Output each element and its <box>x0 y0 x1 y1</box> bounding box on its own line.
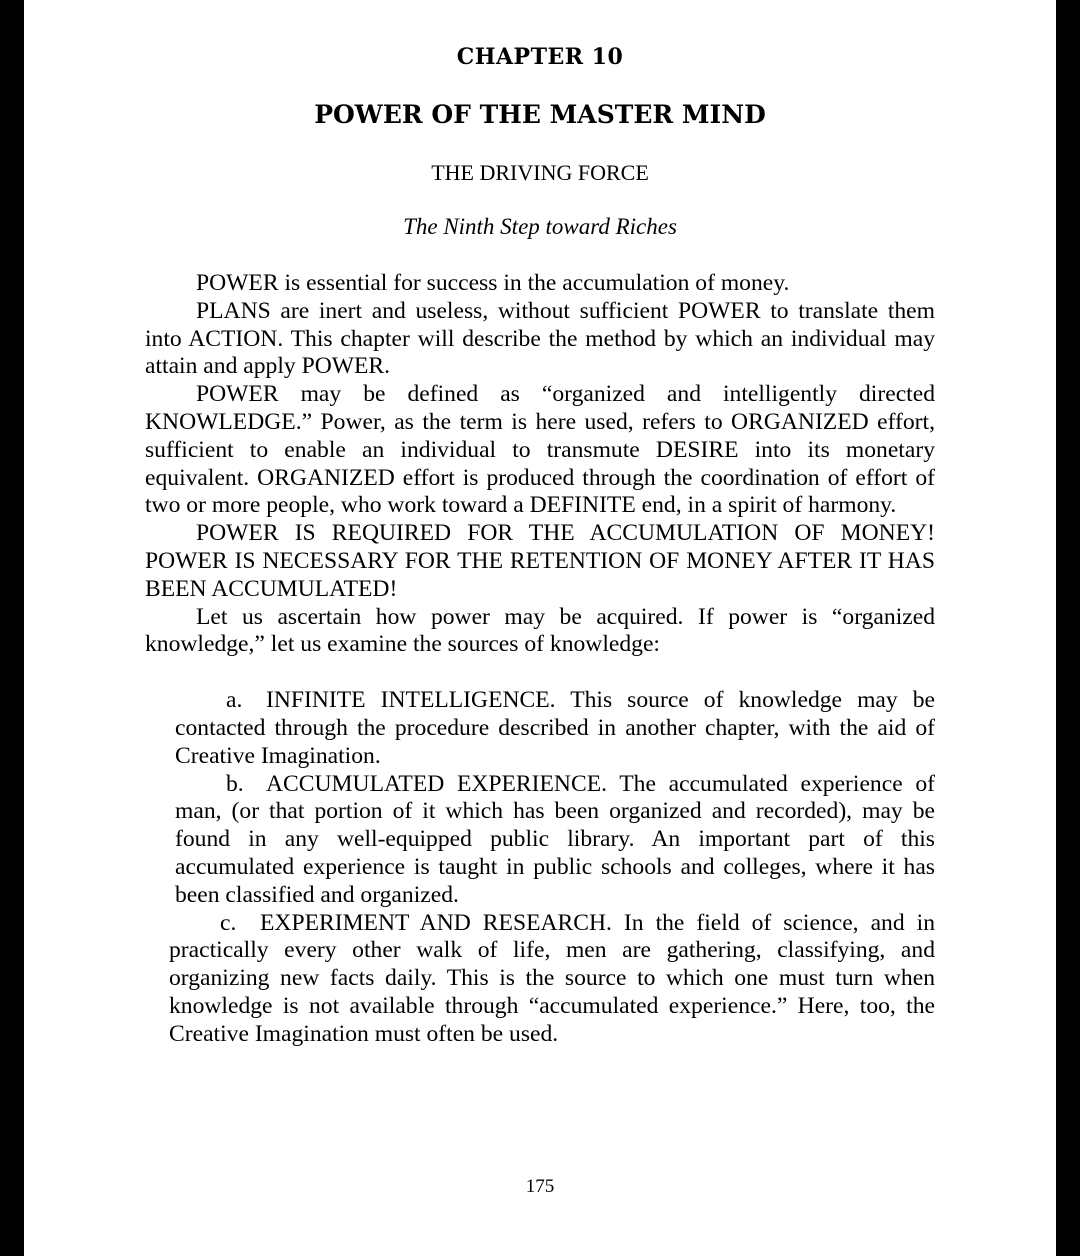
list-item-marker: c. <box>220 909 237 936</box>
list-item <box>145 910 935 1049</box>
list-item-text: EXPERIMENT AND RESEARCH. In the field of science, and in practically every other walk of life, men are gathering, classifying, and organizing new facts daily. This is the source to which one must turn when knowledge is not available through “accumulated experience.” Here, too, the Creative Imagination must often be used. <box>169 909 935 1047</box>
paragraph: POWER IS REQUIRED FOR THE ACCUMULATION OF MONEY! POWER IS NECESSARY FOR THE RETENTION OF MONEY AFTER IT HAS BEEN ACCUMULATED! <box>145 520 935 602</box>
list-item <box>145 771 935 910</box>
list-item-marker: b. <box>226 770 244 797</box>
chapter-title: POWER OF THE MASTER MIND <box>314 100 766 129</box>
list-item <box>145 687 935 770</box>
book-page <box>24 0 1056 1256</box>
chapter-subtitle: THE DRIVING FORCE <box>431 160 649 185</box>
paragraph: PLANS are inert and useless, without sufficient POWER to translate them into ACTION. This chapter will describe the method by which an individual may attain and apply POWER. <box>145 297 935 380</box>
list-item-text: INFINITE INTELLIGENCE. This source of knowledge may be contacted through the procedure described in another chapter, with the aid of Creative Imagination. <box>175 687 935 769</box>
list-item-text: ACCUMULATED EXPERIENCE. The accumulated experience of man, (or that portion of it which has been organized and recorded), may be found in any well-equipped public library. An important part of this accumulated experience is taught in public schools and colleges, where it has been classified and organized. <box>175 770 935 908</box>
chapter-label: CHAPTER 10 <box>456 44 624 70</box>
paragraph: POWER is essential for success in the accumulation of money. <box>196 270 790 296</box>
body-text <box>145 270 935 1049</box>
chapter-step-caption: The Ninth Step toward Riches <box>403 214 677 239</box>
paragraph: Let us ascertain how power may be acquired. If power is “organized knowledge,” let us examine the sources of knowledge: <box>145 603 935 658</box>
knowledge-sources-list <box>145 687 935 1048</box>
list-item-marker: a. <box>226 687 243 714</box>
paragraph: POWER may be defined as “organized and intelligently directed KNOWLEDGE.” Power, as the term is here used, refers to ORGANIZED effort, sufficient to enable an individual to transmute DESIRE into its monetary equivalent. ORGANIZED effort is produced through the coordination of effort of two or more people, who work toward a DEFINITE end, in a spirit of harmony. <box>145 381 935 519</box>
page-number: 175 <box>525 1176 555 1197</box>
